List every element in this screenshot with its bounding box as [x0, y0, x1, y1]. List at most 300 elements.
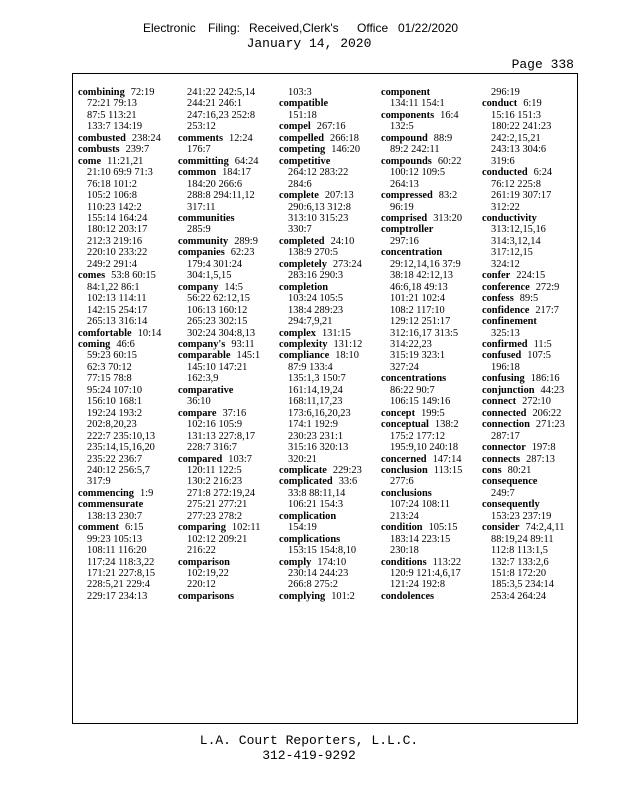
index-refs: 16:4 — [440, 109, 459, 121]
index-refs: 11:5 — [533, 338, 552, 350]
index-refs: 62:3 70:12 — [87, 361, 132, 373]
index-word: complexity — [279, 338, 328, 350]
index-continuation — [178, 224, 276, 235]
index-continuation — [381, 144, 479, 155]
index-continuation — [279, 213, 377, 224]
index-continuation — [78, 419, 176, 430]
index-continuation — [279, 87, 377, 98]
index-continuation — [78, 373, 176, 384]
index-refs: 327:24 — [390, 361, 419, 373]
index-refs: 184:17 — [222, 167, 251, 179]
index-refs: 229:17 234:13 — [87, 590, 148, 602]
index-refs: 156:10 168:1 — [87, 396, 143, 408]
index-refs: 106:15 149:16 — [390, 396, 451, 408]
index-continuation — [279, 224, 377, 235]
index-continuation — [381, 236, 479, 247]
index-continuation — [279, 442, 377, 453]
index-refs: 229:23 — [332, 464, 362, 476]
index-word: commensurate — [78, 499, 144, 511]
index-refs: 313:10 315:23 — [288, 212, 349, 224]
index-continuation — [279, 488, 377, 499]
index-continuation — [381, 328, 479, 339]
index-word: communities — [178, 212, 235, 224]
index-entry — [381, 213, 479, 224]
index-word: conclusion — [381, 464, 428, 476]
index-continuation — [178, 431, 276, 442]
index-continuation — [381, 442, 479, 453]
index-continuation — [279, 179, 377, 190]
index-continuation — [78, 110, 176, 121]
index-refs: 317:9 — [87, 476, 111, 488]
index-continuation — [78, 305, 176, 316]
index-word: complications — [279, 533, 341, 545]
index-refs: 76:12 225:8 — [491, 178, 541, 190]
index-continuation — [178, 121, 276, 132]
index-continuation — [178, 465, 276, 476]
index-refs: 253:4 264:24 — [491, 590, 547, 602]
index-continuation — [381, 545, 479, 556]
index-word: community — [178, 235, 229, 247]
index-continuation — [178, 396, 276, 407]
index-continuation — [78, 465, 176, 476]
index-refs: 230:18 — [390, 545, 419, 557]
index-refs: 261:19 307:17 — [491, 190, 552, 202]
index-continuation — [178, 259, 276, 270]
index-refs: 224:15 — [516, 270, 546, 282]
index-refs: 46:6 — [116, 338, 135, 350]
index-refs: 14:5 — [224, 281, 243, 293]
index-refs: 1:9 — [139, 487, 154, 499]
index-refs: 64:24 — [234, 155, 259, 167]
index-refs: 10:14 — [137, 327, 162, 339]
index-refs: 320:21 — [288, 453, 317, 465]
index-word: comparative — [178, 384, 234, 396]
index-refs: 180:12 203:17 — [87, 224, 148, 236]
index-word: compare — [178, 407, 217, 419]
index-entry — [279, 282, 377, 293]
index-continuation — [78, 282, 176, 293]
index-refs: 161:14,19,24 — [288, 384, 343, 396]
index-column-1 — [78, 87, 176, 602]
index-continuation — [381, 350, 479, 361]
index-word: conceptual — [381, 419, 429, 431]
index-column-5 — [482, 87, 580, 602]
index-refs: 86:22 90:7 — [390, 384, 435, 396]
index-refs: 113:15 — [433, 464, 463, 476]
index-entry — [178, 350, 276, 361]
index-continuation — [381, 511, 479, 522]
index-entry — [381, 408, 479, 419]
index-refs: 113:22 — [432, 556, 462, 568]
index-continuation — [78, 408, 176, 419]
index-continuation — [279, 408, 377, 419]
index-continuation — [78, 591, 176, 602]
index-entry — [279, 98, 377, 109]
index-refs: 88:9 — [433, 132, 453, 144]
index-word: company's — [178, 338, 226, 350]
index-continuation — [279, 385, 377, 396]
index-word: conditions — [381, 556, 427, 568]
index-word: complex — [279, 327, 316, 339]
index-entry — [279, 156, 377, 167]
index-refs: 283:16 290:3 — [288, 270, 344, 282]
index-refs: 138:4 289:23 — [288, 304, 344, 316]
index-refs: 6:15 — [124, 522, 144, 534]
index-continuation — [482, 202, 580, 213]
index-continuation — [482, 362, 580, 373]
index-entry — [279, 259, 377, 270]
index-word: committing — [178, 155, 229, 167]
index-continuation — [78, 259, 176, 270]
index-entry — [381, 465, 479, 476]
index-refs: 173:6,16,20,23 — [288, 407, 351, 419]
stamp-date: 01/22/2020 — [398, 21, 459, 35]
index-continuation — [381, 202, 479, 213]
index-continuation — [178, 442, 276, 453]
index-refs: 235:14,15,16,20 — [87, 442, 155, 454]
index-refs: 130:2 216:23 — [187, 476, 243, 488]
index-refs: 72:19 — [130, 87, 155, 98]
index-entry — [279, 236, 377, 247]
index-entry — [279, 511, 377, 522]
index-word: comparing — [178, 522, 226, 534]
index-continuation — [78, 385, 176, 396]
index-refs: 228:5,21 229:4 — [87, 579, 150, 591]
index-refs: 107:24 108:11 — [390, 499, 450, 511]
index-continuation — [178, 293, 276, 304]
index-word: concentration — [381, 247, 443, 259]
index-continuation — [381, 316, 479, 327]
index-refs: 151:18 — [288, 109, 317, 121]
index-refs: 153:23 237:19 — [491, 510, 552, 522]
index-word: companies — [178, 247, 225, 259]
index-continuation — [279, 419, 377, 430]
index-continuation — [279, 396, 377, 407]
index-refs: 168:11,17,23 — [288, 396, 343, 408]
index-refs: 230:23 231:1 — [288, 430, 344, 442]
index-refs: 95:24 107:10 — [87, 384, 143, 396]
index-refs: 312:16,17 313:5 — [390, 327, 459, 339]
index-continuation — [78, 316, 176, 327]
index-refs: 103:24 105:5 — [288, 293, 344, 305]
index-refs: 101:2 — [331, 590, 355, 602]
index-entry — [178, 213, 276, 224]
index-continuation — [78, 476, 176, 487]
index-refs: 102:19,22 — [187, 568, 229, 580]
index-refs: 76:18 101:2 — [87, 178, 137, 190]
index-word: coming — [78, 338, 111, 350]
index-refs: 241:22 242:5,14 — [187, 87, 256, 98]
index-entry — [482, 396, 580, 407]
index-refs: 272:9 — [535, 281, 560, 293]
index-refs: 62:23 — [230, 247, 255, 259]
index-entry — [381, 110, 479, 121]
index-refs: 131:15 — [321, 327, 351, 339]
index-continuation — [178, 190, 276, 201]
index-refs: 197:8 — [531, 442, 556, 454]
index-entry — [381, 190, 479, 201]
index-entry — [482, 476, 580, 487]
stamp-electronic: Electronic — [143, 21, 196, 35]
index-refs: 266:18 — [330, 132, 359, 144]
index-word: comparable — [178, 350, 231, 362]
index-continuation — [381, 270, 479, 281]
index-word: comparison — [178, 556, 230, 568]
index-entry — [178, 167, 276, 178]
index-continuation — [178, 373, 276, 384]
index-refs: 103:7 — [228, 453, 252, 465]
index-entry — [178, 522, 276, 533]
index-continuation — [381, 534, 479, 545]
index-refs: 264:12 283:22 — [288, 167, 349, 179]
index-word: condition — [381, 522, 423, 534]
index-refs: 106:13 160:12 — [187, 304, 248, 316]
index-word: confer — [482, 270, 511, 282]
index-entry — [178, 591, 276, 602]
index-continuation — [178, 316, 276, 327]
index-continuation — [178, 419, 276, 430]
index-entry — [381, 419, 479, 430]
index-refs: 12:24 — [229, 132, 253, 144]
index-word: compliance — [279, 350, 330, 362]
index-refs: 151:8 172:20 — [491, 568, 547, 580]
index-word: compel — [279, 121, 311, 133]
index-refs: 174:1 192:9 — [288, 419, 338, 431]
index-continuation — [381, 259, 479, 270]
index-refs: 239:7 — [125, 144, 150, 156]
index-refs: 132:7 133:2,6 — [491, 556, 549, 568]
index-continuation — [482, 259, 580, 270]
index-continuation — [482, 431, 580, 442]
index-entry — [279, 534, 377, 545]
index-continuation — [381, 431, 479, 442]
index-entry — [178, 133, 276, 144]
index-refs: 195:9,10 240:18 — [390, 442, 459, 454]
index-refs: 192:24 193:2 — [87, 407, 143, 419]
index-refs: 56:22 62:12,15 — [187, 293, 250, 305]
index-continuation — [178, 328, 276, 339]
index-refs: 220:10 233:22 — [87, 247, 148, 259]
index-continuation — [482, 133, 580, 144]
index-word: connected — [482, 407, 527, 419]
index-continuation — [78, 557, 176, 568]
index-continuation — [381, 167, 479, 178]
index-word: comment — [78, 522, 119, 534]
index-entry — [381, 224, 479, 235]
index-entry — [279, 133, 377, 144]
index-word: confused — [482, 350, 522, 362]
index-continuation — [178, 534, 276, 545]
index-word: conclusions — [381, 487, 432, 499]
index-refs: 129:12 251:17 — [390, 316, 451, 328]
index-refs: 107:5 — [527, 350, 551, 362]
index-entry — [482, 293, 580, 304]
index-entry — [78, 270, 176, 281]
index-continuation — [78, 293, 176, 304]
index-word: compressed — [381, 190, 433, 202]
index-continuation — [482, 110, 580, 121]
index-continuation — [482, 156, 580, 167]
index-refs: 131:12 — [333, 338, 363, 350]
index-refs: 264:13 — [390, 178, 419, 190]
index-continuation — [381, 396, 479, 407]
index-continuation — [78, 167, 176, 178]
index-continuation — [178, 476, 276, 487]
index-continuation — [381, 98, 479, 109]
index-word: combusts — [78, 144, 120, 156]
index-entry — [381, 488, 479, 499]
index-continuation — [279, 167, 377, 178]
index-refs: 288:8 294:11,12 — [187, 190, 255, 202]
index-word: consider — [482, 522, 520, 534]
index-continuation — [78, 545, 176, 556]
index-continuation — [78, 179, 176, 190]
index-continuation — [279, 522, 377, 533]
index-entry — [78, 488, 176, 499]
index-continuation — [482, 236, 580, 247]
index-refs: 15:16 151:3 — [491, 109, 541, 121]
index-continuation — [279, 247, 377, 258]
index-refs: 217:7 — [535, 304, 559, 316]
index-word: comes — [78, 270, 106, 282]
index-continuation — [279, 110, 377, 121]
index-entry — [381, 247, 479, 258]
index-word: complicated — [279, 476, 333, 488]
index-continuation — [482, 179, 580, 190]
index-refs: 101:21 102:4 — [390, 293, 446, 305]
index-entry — [482, 419, 580, 430]
index-refs: 324:12 — [491, 258, 520, 270]
index-refs: 88:19,24 89:11 — [491, 533, 554, 545]
index-word: connects — [482, 453, 521, 465]
index-word: complication — [279, 510, 337, 522]
index-word: confirmed — [482, 338, 528, 350]
index-continuation — [78, 534, 176, 545]
index-refs: 213:24 — [390, 510, 419, 522]
index-entry — [78, 133, 176, 144]
index-continuation — [178, 270, 276, 281]
stamp-received: Received,Clerk's — [249, 21, 339, 35]
index-refs: 44:23 — [540, 384, 565, 396]
index-refs: 199:5 — [421, 407, 445, 419]
index-refs: 102:13 114:11 — [87, 293, 147, 305]
index-entry — [178, 282, 276, 293]
index-continuation — [178, 98, 276, 109]
index-refs: 275:21 277:21 — [187, 499, 248, 511]
index-continuation — [279, 579, 377, 590]
index-refs: 277:23 278:2 — [187, 510, 243, 522]
index-refs: 105:15 — [428, 522, 458, 534]
index-continuation — [178, 202, 276, 213]
index-entry — [482, 270, 580, 281]
index-entry — [279, 339, 377, 350]
index-continuation — [78, 579, 176, 590]
index-word: complicate — [279, 464, 327, 476]
index-refs: 244:21 246:1 — [187, 98, 243, 110]
index-word: combusted — [78, 132, 126, 144]
index-refs: 174:10 — [317, 556, 347, 568]
index-refs: 59:23 60:15 — [87, 350, 137, 362]
index-refs: 179:4 301:24 — [187, 258, 243, 270]
index-refs: 290:6,13 312:8 — [288, 201, 351, 213]
index-word: condolences — [381, 590, 435, 602]
index-word: comply — [279, 556, 312, 568]
index-continuation — [482, 557, 580, 568]
index-word: concerned — [381, 453, 427, 465]
index-word: complete — [279, 190, 319, 202]
index-refs: 77:15 78:8 — [87, 373, 132, 385]
index-continuation — [381, 121, 479, 132]
stamp-office: Office — [357, 21, 389, 35]
index-refs: 228:7 316:7 — [187, 442, 237, 454]
index-refs: 220:12 — [187, 579, 216, 591]
index-entry — [78, 144, 176, 155]
index-refs: 46:6,18 49:13 — [390, 281, 448, 293]
index-entry — [178, 247, 276, 258]
index-entry — [279, 328, 377, 339]
index-refs: 33:8 88:11,14 — [288, 487, 346, 499]
index-word: component — [381, 87, 431, 98]
index-continuation — [279, 305, 377, 316]
index-entry — [381, 522, 479, 533]
index-word: company — [178, 281, 219, 293]
index-refs: 133:7 134:19 — [87, 121, 143, 133]
index-word: compared — [178, 453, 223, 465]
index-entry — [381, 557, 479, 568]
index-word: competing — [279, 144, 326, 156]
index-refs: 72:21 79:13 — [87, 98, 137, 110]
index-continuation — [178, 87, 276, 98]
index-word: compound — [381, 132, 428, 144]
stamp-filing: Filing: — [208, 21, 241, 35]
index-continuation — [381, 293, 479, 304]
index-entry — [279, 350, 377, 361]
index-word: comments — [178, 132, 224, 144]
index-refs: 249:2 291:4 — [87, 258, 137, 270]
index-word: connection — [482, 419, 530, 431]
page-number: Page 338 — [511, 57, 574, 72]
index-continuation — [279, 362, 377, 373]
index-refs: 271:8 272:19,24 — [187, 487, 256, 499]
index-refs: 273:24 — [332, 258, 362, 270]
index-refs: 6:24 — [533, 167, 553, 179]
index-refs: 240:12 256:5,7 — [87, 464, 150, 476]
index-word: completely — [279, 258, 327, 270]
index-word: confusing — [482, 373, 525, 385]
index-entry — [381, 454, 479, 465]
index-refs: 287:13 — [526, 453, 555, 465]
index-refs: 196:18 — [491, 361, 520, 373]
index-refs: 53:8 60:15 — [111, 270, 156, 282]
index-word: concentrations — [381, 373, 447, 385]
index-refs: 314:3,12,14 — [491, 235, 541, 247]
index-entry — [78, 156, 176, 167]
index-refs: 74:2,4,11 — [525, 522, 565, 534]
index-refs: 103:3 — [288, 87, 312, 98]
index-word: comfortable — [78, 327, 132, 339]
index-continuation — [482, 121, 580, 132]
index-refs: 106:21 154:3 — [288, 499, 344, 511]
index-refs: 87:5 113:21 — [87, 109, 137, 121]
index-word: concept — [381, 407, 416, 419]
index-word: consequence — [482, 476, 538, 488]
index-continuation — [78, 121, 176, 132]
index-entry — [482, 499, 580, 510]
index-refs: 294:7,9,21 — [288, 316, 333, 328]
index-refs: 253:12 — [187, 121, 216, 133]
index-continuation — [482, 247, 580, 258]
index-refs: 235:22 236:7 — [87, 453, 143, 465]
